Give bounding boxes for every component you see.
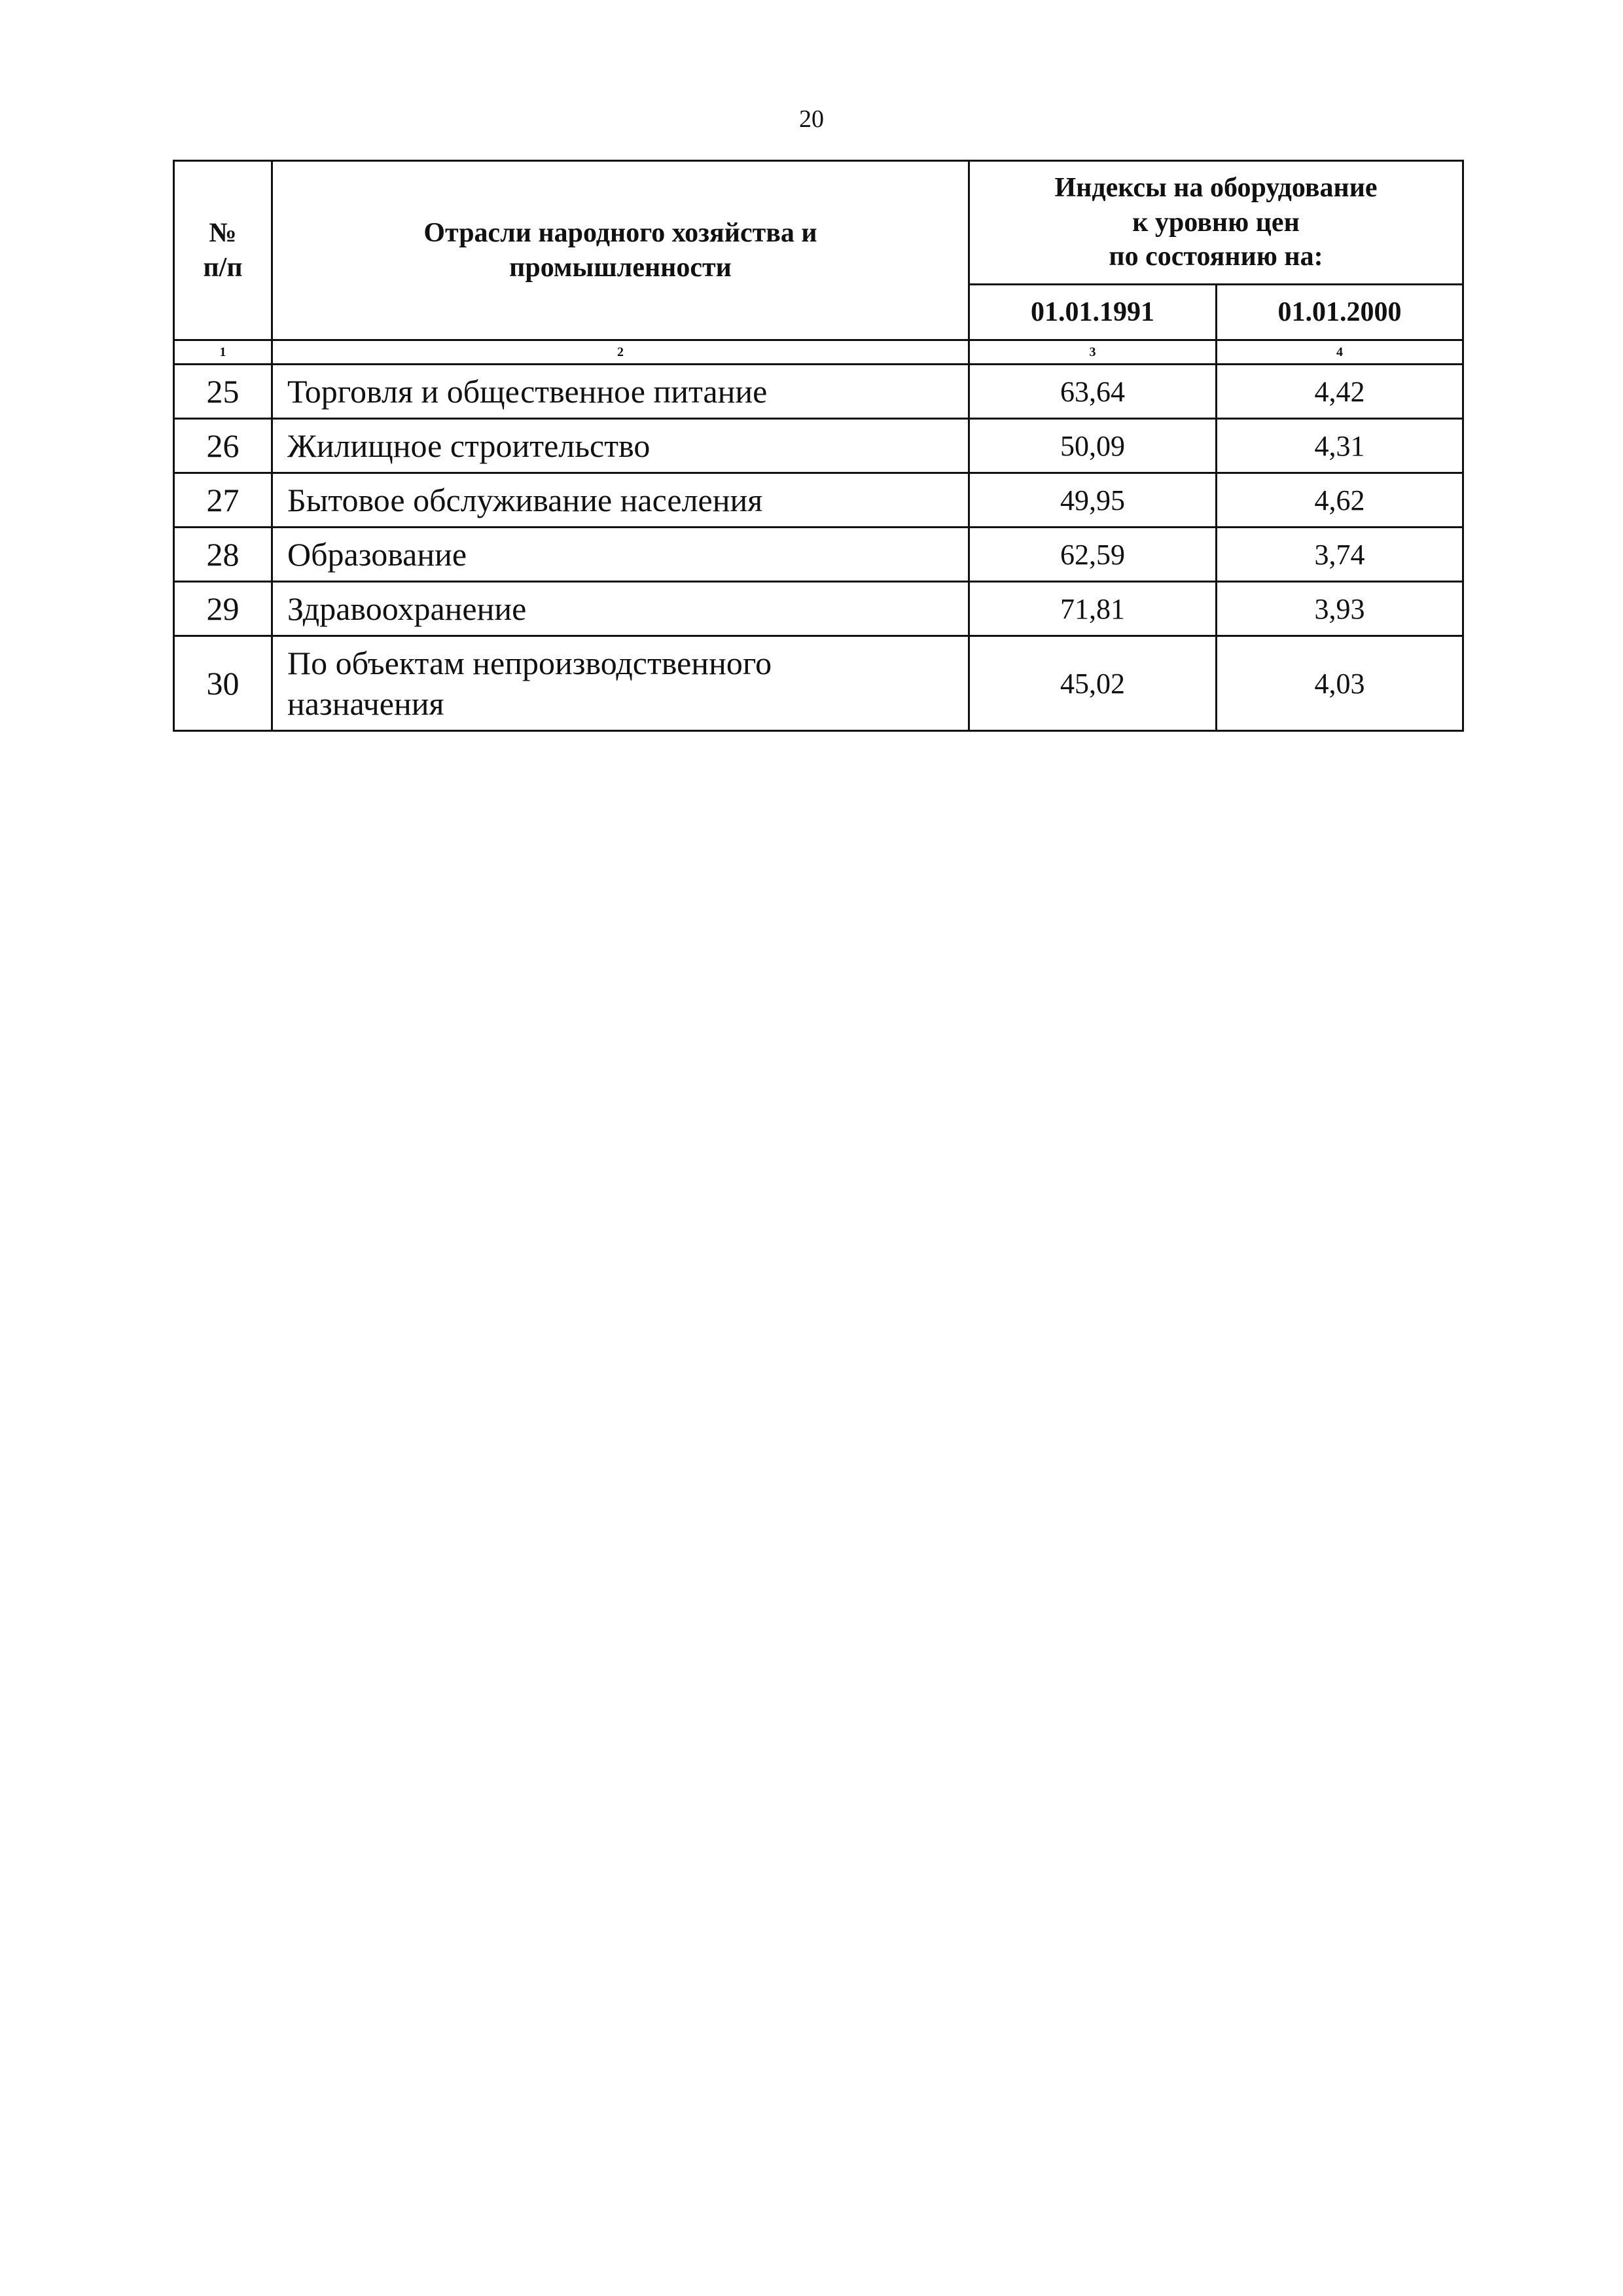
row-index-1991: 50,09 [969,419,1217,473]
row-index-1991: 45,02 [969,636,1217,731]
row-index-2000: 4,62 [1217,473,1463,528]
header-number: № п/п [174,161,272,340]
column-number: 1 [174,340,272,365]
row-index-1991: 49,95 [969,473,1217,528]
row-industry-name: Бытовое обслуживание населения [272,473,969,528]
column-number: 3 [969,340,1217,365]
row-industry-name: Жилищное строительство [272,419,969,473]
column-number: 4 [1217,340,1463,365]
index-table-container [173,160,1462,732]
row-industry-name: Торговля и общественное питание [272,365,969,419]
table-row [174,528,1463,582]
row-number: 28 [174,528,272,582]
table-body [174,340,1463,731]
row-industry-name: По объектам непроизводственного назначения [272,636,969,731]
row-index-1991: 62,59 [969,528,1217,582]
row-industry-name: Образование [272,528,969,582]
header-indices: Индексы на оборудование к уровню цен по состоянию на: [969,161,1463,285]
row-index-2000: 4,42 [1217,365,1463,419]
row-number: 29 [174,582,272,636]
table-row [174,419,1463,473]
row-number: 27 [174,473,272,528]
row-number: 30 [174,636,272,731]
row-index-2000: 4,03 [1217,636,1463,731]
row-index-2000: 4,31 [1217,419,1463,473]
header-industry: Отрасли народного хозяйства и промышленности [272,161,969,340]
table-row [174,636,1463,731]
row-index-1991: 63,64 [969,365,1217,419]
column-number: 2 [272,340,969,365]
table-row [174,473,1463,528]
row-number: 25 [174,365,272,419]
header-date-2000: 01.01.2000 [1217,285,1463,340]
column-numbers-row [174,340,1463,365]
equipment-index-table [173,160,1464,732]
page-number: 20 [799,105,824,133]
row-number: 26 [174,419,272,473]
header-date-1991: 01.01.1991 [969,285,1217,340]
table-row [174,365,1463,419]
row-index-1991: 71,81 [969,582,1217,636]
row-industry-name: Здравоохранение [272,582,969,636]
row-index-2000: 3,93 [1217,582,1463,636]
table-row [174,582,1463,636]
row-index-2000: 3,74 [1217,528,1463,582]
